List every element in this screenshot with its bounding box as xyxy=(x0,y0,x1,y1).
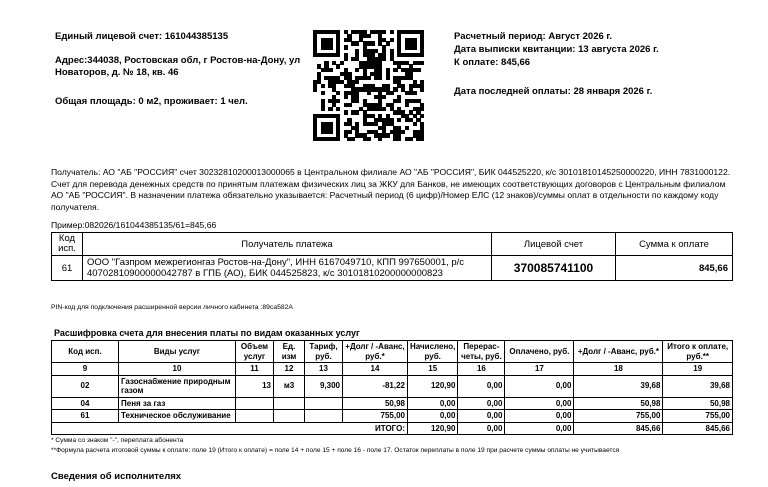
services-col-charged: Начислено, руб. xyxy=(408,341,458,363)
qr-module xyxy=(367,76,371,80)
payee-account: 370085741100 xyxy=(492,256,616,281)
qr-module xyxy=(382,30,386,34)
service-code: 02 xyxy=(52,375,119,397)
table-row xyxy=(52,397,733,410)
service-recalc: 0,00 xyxy=(458,410,505,423)
service-paid: 0,00 xyxy=(505,410,574,423)
qr-module xyxy=(420,107,424,111)
payee-table-header xyxy=(52,233,733,256)
total-row xyxy=(52,422,733,435)
qr-module xyxy=(355,68,359,72)
service-debt-start: -81,22 xyxy=(343,375,408,397)
area-residents: Общая площадь: 0 м2, проживает: 1 чел. xyxy=(55,96,248,107)
qr-module xyxy=(336,53,340,57)
qr-module xyxy=(321,91,325,95)
services-col-debt-start: +Долг / -Аванс, руб.* xyxy=(343,341,408,363)
billing-period: Расчетный период: Август 2026 г. xyxy=(454,31,613,42)
service-debt-end: 50,98 xyxy=(574,397,663,410)
service-recalc: 0,00 xyxy=(458,375,505,397)
qr-module xyxy=(382,107,386,111)
qr-module xyxy=(336,107,340,111)
service-paid: 0,00 xyxy=(505,375,574,397)
col-number: 19 xyxy=(663,363,733,376)
services-col-debt-end: +Долг / -Аванс, руб.* xyxy=(574,341,663,363)
qr-module xyxy=(347,103,351,107)
qr-module xyxy=(386,76,390,80)
service-name: Пеня за газ xyxy=(119,397,236,410)
qr-module xyxy=(397,99,401,103)
total-recalc: 0,00 xyxy=(458,422,505,435)
service-volume: 13 xyxy=(236,375,274,397)
payee-table xyxy=(51,232,733,281)
qr-module xyxy=(336,99,340,103)
service-unit xyxy=(274,410,305,423)
footnote-formula: **Формула расчета итоговой суммы к оплате: поле 19 (Итого к оплате) = поле 14 + поле 15 + поле 16 - поле 17. Остаток переплаты в поле 19 при расчете суммы оплаты не учитывается xyxy=(51,447,620,454)
service-charged: 120,90 xyxy=(408,375,458,397)
qr-module xyxy=(393,68,397,72)
qr-module xyxy=(336,64,340,68)
service-name: Газоснабжение природным газом xyxy=(119,375,236,397)
qr-module xyxy=(397,137,401,141)
qr-module xyxy=(405,126,409,130)
services-col-total: Итого к оплате, руб.** xyxy=(663,341,733,363)
service-tariff: 9,300 xyxy=(305,375,343,397)
qr-module xyxy=(420,53,424,57)
address-line-2: Новаторов, д. № 18, кв. 46 xyxy=(55,67,179,78)
services-table xyxy=(51,340,733,435)
qr-module xyxy=(413,91,417,95)
pin-note: PIN-код для подключения расширенной версии личного кабинета :89ca582A xyxy=(51,304,293,311)
qr-module xyxy=(336,91,340,95)
footnote-sign: * Сумма со знаком "-", переплата абонента xyxy=(51,437,184,444)
services-header xyxy=(52,341,733,363)
qr-module xyxy=(355,110,359,114)
qr-module xyxy=(344,95,348,99)
col-number: 10 xyxy=(119,363,236,376)
qr-module xyxy=(328,68,332,72)
executors-title: Сведения об исполнителях xyxy=(51,471,182,482)
service-charged: 0,00 xyxy=(408,397,458,410)
qr-module xyxy=(390,30,394,34)
services-col-code: Код исп. xyxy=(52,341,119,363)
qr-module xyxy=(420,87,424,91)
qr-module xyxy=(420,137,424,141)
qr-module xyxy=(397,118,401,122)
address xyxy=(55,55,305,79)
qr-module xyxy=(420,61,424,65)
service-total: 39,68 xyxy=(663,375,733,397)
qr-module xyxy=(413,45,417,49)
qr-module xyxy=(378,137,382,141)
qr-module xyxy=(355,99,359,103)
qr-module xyxy=(328,45,332,49)
qr-module xyxy=(344,57,348,61)
payee-row xyxy=(52,256,733,281)
qr-module xyxy=(393,87,397,91)
qr-module xyxy=(355,80,359,84)
qr-module xyxy=(420,114,424,118)
services-col-recalc: Перерас-четы, руб. xyxy=(458,341,505,363)
services-col-service: Виды услуг xyxy=(119,341,236,363)
service-recalc: 0,00 xyxy=(458,397,505,410)
qr-module xyxy=(382,57,386,61)
service-total: 755,00 xyxy=(663,410,733,423)
qr-module xyxy=(313,87,317,91)
qr-module xyxy=(336,137,340,141)
qr-module xyxy=(340,61,344,65)
qr-module xyxy=(344,45,348,49)
qr-module xyxy=(386,133,390,137)
table-row xyxy=(52,375,733,397)
qr-module xyxy=(347,130,351,134)
payee-recipient: ООО "Газпром межрегионгаз Ростов-на-Дону", ИНН 6167049710, КПП 997650001, р/с 40702810900000042787 в ГПБ (АО), БИК 044525823, к/с 30101810200000000823 xyxy=(83,256,492,281)
col-number: 15 xyxy=(408,363,458,376)
col-number: 17 xyxy=(505,363,574,376)
col-account: Лицевой счет xyxy=(492,233,616,256)
qr-module xyxy=(386,41,390,45)
table-row xyxy=(52,410,733,423)
col-number: 16 xyxy=(458,363,505,376)
total-charged: 120,90 xyxy=(408,422,458,435)
service-unit xyxy=(274,397,305,410)
issue-date: Дата выписки квитанции: 13 августа 2026 г. xyxy=(454,44,659,55)
services-col-tariff: Тариф, руб. xyxy=(305,341,343,363)
account-number: Единый лицевой счет: 161044385135 xyxy=(55,31,229,42)
total-paid: 0,00 xyxy=(505,422,574,435)
services-col-paid: Оплачено, руб. xyxy=(505,341,574,363)
qr-module xyxy=(351,137,355,141)
col-number: 14 xyxy=(343,363,408,376)
service-debt-start: 50,98 xyxy=(343,397,408,410)
col-number: 12 xyxy=(274,363,305,376)
qr-module xyxy=(405,103,409,107)
service-volume xyxy=(236,397,274,410)
service-unit: м3 xyxy=(274,375,305,397)
qr-module xyxy=(367,137,371,141)
col-recipient: Получатель платежа xyxy=(83,233,492,256)
qr-module xyxy=(401,130,405,134)
qr-module xyxy=(367,34,371,38)
qr-module xyxy=(390,38,394,42)
last-payment-date: Дата последней оплаты: 28 января 2026 г. xyxy=(454,86,653,97)
qr-module xyxy=(390,91,394,95)
qr-module xyxy=(409,137,413,141)
col-code: Код исп. xyxy=(52,233,83,256)
col-number: 18 xyxy=(574,363,663,376)
col-number: 9 xyxy=(52,363,119,376)
service-paid: 0,00 xyxy=(505,397,574,410)
qr-module xyxy=(378,76,382,80)
qr-module xyxy=(344,110,348,114)
service-debt-start: 755,00 xyxy=(343,410,408,423)
total-debt-end: 845,66 xyxy=(574,422,663,435)
services-title: Расшифровка счета для внесения платы по видам оказанных услуг xyxy=(54,328,360,338)
service-total: 50,98 xyxy=(663,397,733,410)
qr-module xyxy=(355,41,359,45)
service-name: Техническое обслуживание xyxy=(119,410,236,423)
qr-module xyxy=(382,95,386,99)
service-tariff xyxy=(305,397,343,410)
qr-code xyxy=(313,30,424,141)
payment-example: Пример:082026/161044385135/61=845,66 xyxy=(51,220,217,230)
service-volume xyxy=(236,410,274,423)
service-code: 04 xyxy=(52,397,119,410)
payee-info: Получатель: АО "АБ "РОССИЯ" счет 30232810200013000065 в Центральном филиале АО "АБ "РОССИЯ", БИК 044525220, к/с 30101810145250000220, ИНН 7831000122. Счет для перевода денежных средств по принятым платежам физических лиц за ЖКУ для Банков, не имеющих соответствующих договоров с Центральным филиалом АО "АБ "РОССИЯ". В назначении платежа обязательно указывается: Расчетный период (6 цифр)/Номер ЕЛС (12 знаков)/суммы оплат в отдельности по каждому коду получателя. xyxy=(51,167,731,212)
service-debt-end: 755,00 xyxy=(574,410,663,423)
service-tariff xyxy=(305,410,343,423)
payee-code: 61 xyxy=(52,256,83,281)
services-col-unit: Ед. изм xyxy=(274,341,305,363)
address-line-1: Адрес:344038, Ростовская обл, г Ростов-на-Дону, ул xyxy=(55,55,301,66)
services-col-volume: Объем услуг xyxy=(236,341,274,363)
qr-module xyxy=(416,68,420,72)
services-numbers-row xyxy=(52,363,733,376)
amount-due: К оплате: 845,66 xyxy=(454,57,531,68)
col-number: 13 xyxy=(305,363,343,376)
service-charged: 0,00 xyxy=(408,410,458,423)
service-debt-end: 39,68 xyxy=(574,375,663,397)
qr-module xyxy=(328,130,332,134)
qr-module xyxy=(413,122,417,126)
col-number: 11 xyxy=(236,363,274,376)
col-amount: Сумма к оплате xyxy=(616,233,733,256)
qr-module xyxy=(367,91,371,95)
qr-module xyxy=(321,107,325,111)
total-label: ИТОГО: xyxy=(52,422,408,435)
payee-amount: 845,66 xyxy=(616,256,733,281)
qr-module xyxy=(328,107,332,111)
total-to-pay: 845,66 xyxy=(663,422,733,435)
qr-module xyxy=(321,84,325,88)
qr-module xyxy=(370,41,374,45)
service-code: 61 xyxy=(52,410,119,423)
